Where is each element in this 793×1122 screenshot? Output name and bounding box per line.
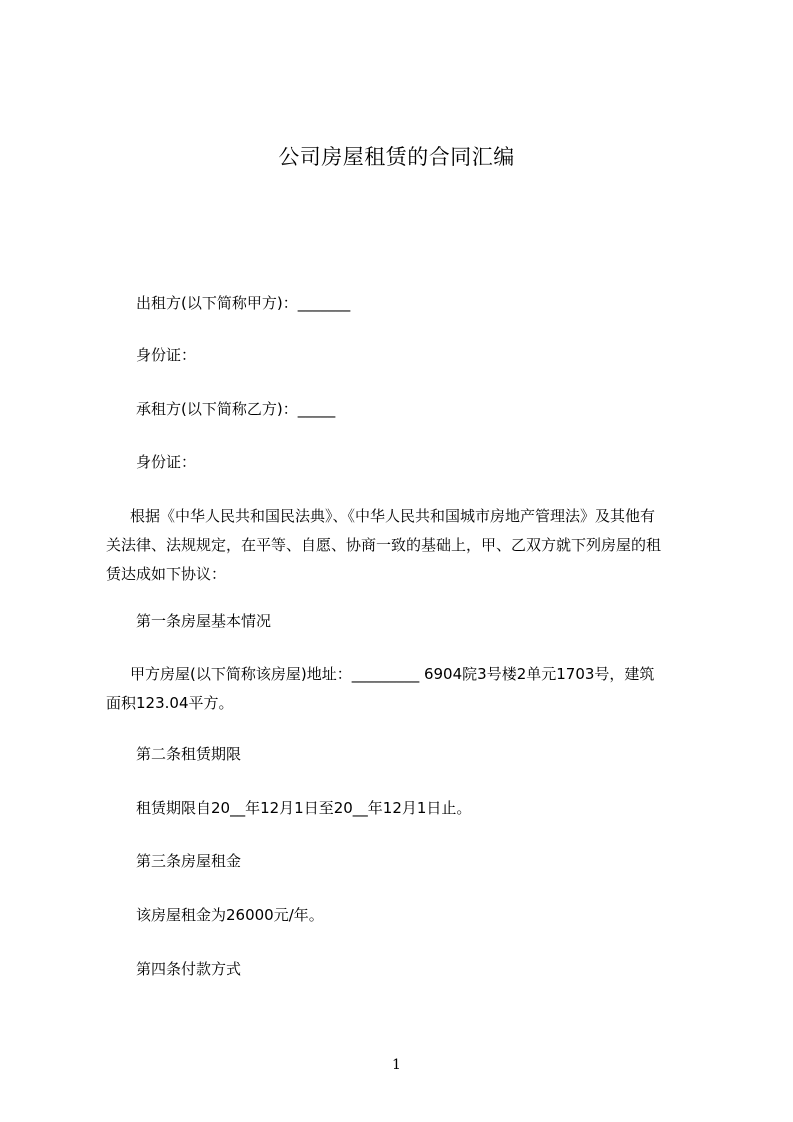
preamble-line: 根据《中华人民共和国民法典》、《中华人民共和国城市房地产管理法》及其他有 <box>130 507 656 525</box>
article2-heading: 第二条租赁期限 <box>136 745 242 763</box>
article3-body: 该房屋租金为26000元/年。 <box>136 906 324 924</box>
lessee-id-line: 身份证： <box>136 453 197 471</box>
page-number: 1 <box>392 1057 401 1073</box>
article2-body: 租赁期限自20__年12月1日至20__年12月1日止。 <box>136 799 472 817</box>
article3-heading: 第三条房屋租金 <box>136 852 242 870</box>
lessee-line: 承租方(以下简称乙方)：_____ <box>136 400 336 418</box>
preamble-line: 赁达成如下协议： <box>106 565 227 583</box>
article4-heading: 第四条付款方式 <box>136 960 242 978</box>
article1-paragraph <box>106 660 706 718</box>
lessor-line: 出租方(以下简称甲方)：_______ <box>136 294 351 312</box>
lessor-id-line: 身份证： <box>136 346 197 364</box>
article1-line: 面积123.04平方。 <box>106 694 234 712</box>
article1-heading: 第一条房屋基本情况 <box>136 612 272 630</box>
preamble-paragraph <box>106 502 706 589</box>
preamble-line: 关法律、法规规定，在平等、自愿、协商一致的基础上，甲、乙双方就下列房屋的租 <box>106 536 662 554</box>
document-title: 公司房屋租赁的合同汇编 <box>278 145 515 169</box>
article1-line: 甲方房屋(以下简称该房屋)地址：_________ 6904院3号楼2单元1703号，建筑 <box>130 665 655 683</box>
